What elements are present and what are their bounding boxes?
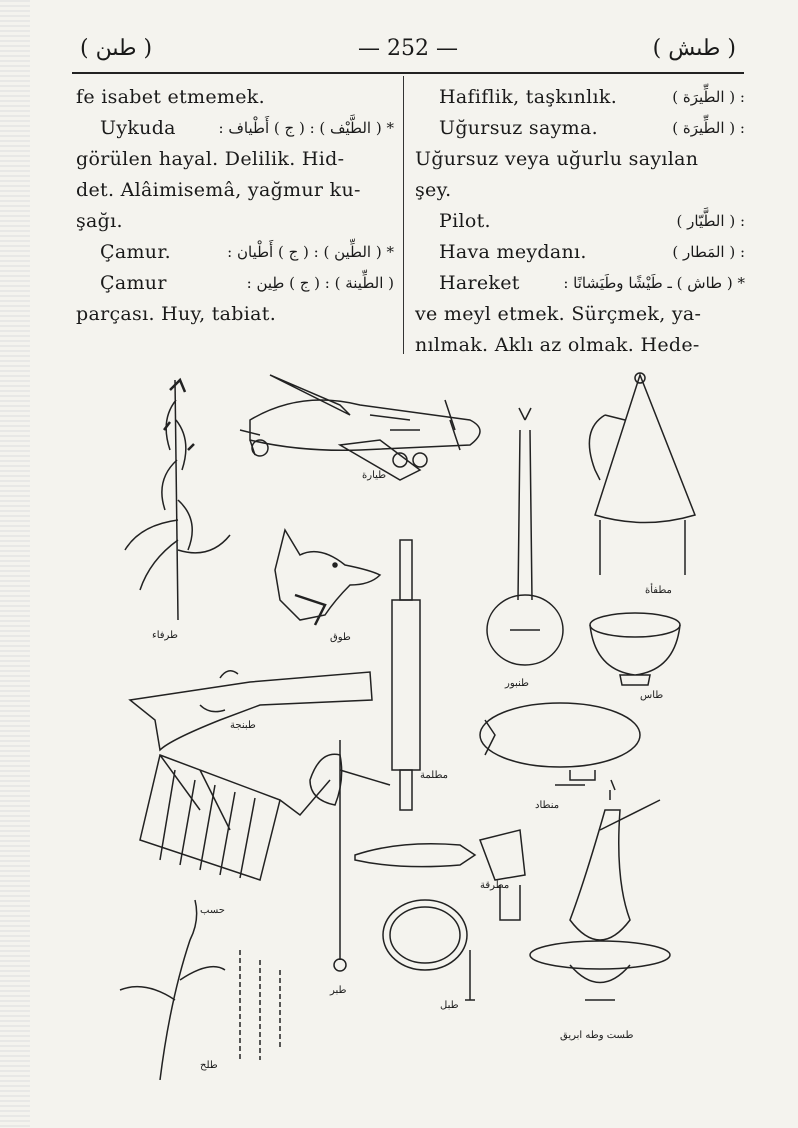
fishing-net-illustration [140, 755, 330, 880]
column-divider [403, 76, 404, 354]
mallet-illustration [355, 830, 525, 920]
entry-line: Hava meydanı. : ( المَطار ) [439, 241, 745, 263]
entry-line: Çamur. * ( الطِّين ) : ( ج ) أَطْيان : [100, 241, 394, 263]
entry-line: şağı. [76, 210, 123, 232]
caption-acacia: طلح [200, 1060, 218, 1071]
caption-net: حسب [200, 905, 225, 916]
caption-drum: طبل [440, 1000, 459, 1011]
entry-line: şey. [415, 179, 452, 201]
caption-axe: طبر [330, 985, 347, 996]
rolling-pin-illustration [392, 540, 420, 810]
entry-line: Uğursuz veya uğurlu sayılan [415, 148, 699, 170]
right-column [415, 82, 745, 361]
entry-line: Çamur ( الطِّينة ) : ( ج ) طِين : [100, 272, 394, 294]
caption-flintlock: طبنجة [230, 720, 256, 731]
acacia-branch-illustration [120, 900, 280, 1080]
page-header [72, 36, 744, 72]
caption-dog: طوق [330, 632, 351, 643]
entry-line: det. Alâimisemâ, yağmur ku- [76, 179, 361, 201]
entry-line: nılmak. Aklı az olmak. Hede- [415, 334, 700, 356]
caption-plant: طرفاء [152, 630, 179, 641]
ewer-basin-illustration [530, 780, 670, 1000]
entry-line: Hareket * ( طاش ) ـ طَيْشًا وطَيَشانًا : [439, 272, 745, 294]
entry-line: ve meyl etmek. Sürçmek, ya- [415, 303, 702, 325]
page-number: — 252 — [358, 36, 458, 61]
header-left-entry: ( طىن ) [80, 36, 153, 61]
airplane-illustration [240, 375, 480, 480]
left-column [76, 82, 394, 330]
scan-edge-speckle [0, 0, 30, 1128]
illustration-plate [100, 360, 740, 1080]
drum-illustration [383, 900, 475, 1000]
dog-collar-illustration [275, 530, 380, 625]
illustrations-svg [100, 360, 740, 1080]
entry-line: görülen hayal. Delilik. Hid- [76, 148, 345, 170]
zeppelin-illustration [480, 703, 640, 785]
header-right-entry: ( طىش ) [652, 36, 736, 61]
tanbur-instrument-illustration [487, 408, 563, 665]
entry-line: Uykuda * ( الطَّيْف ) : ( ج ) أَطْياف : [100, 117, 394, 139]
entry-line: Uğursuz sayma. : ( الطِّيرَة ) [439, 117, 745, 139]
caption-bowl: طاس [640, 690, 664, 701]
battle-axe-illustration [310, 740, 390, 971]
flintlock-pistol-illustration [130, 671, 372, 750]
caption-cone: مطفأة [645, 585, 672, 596]
tamarisk-plant-illustration [125, 380, 230, 620]
caption-airplane: طيارة [362, 470, 387, 481]
caption-mallet: مطرقة [480, 880, 510, 891]
caption-roller: مطلمة [420, 770, 449, 781]
extinguisher-cone-illustration [589, 373, 695, 575]
entry-line: Pilot. : ( الطَّيّار ) [439, 210, 745, 232]
bowl-illustration [590, 613, 680, 685]
entry-line: fe isabet etmemek. [76, 86, 265, 108]
caption-tanbur: طنبور [505, 678, 529, 689]
caption-ewer: طست وطه ابريق [560, 1030, 634, 1041]
caption-zeppelin: منطاد [535, 800, 560, 811]
entry-line: Hafiflik, taşkınlık. : ( الطِّيرَة ) [439, 86, 745, 108]
header-rule [72, 72, 744, 74]
entry-line: parçası. Huy, tabiat. [76, 303, 277, 325]
